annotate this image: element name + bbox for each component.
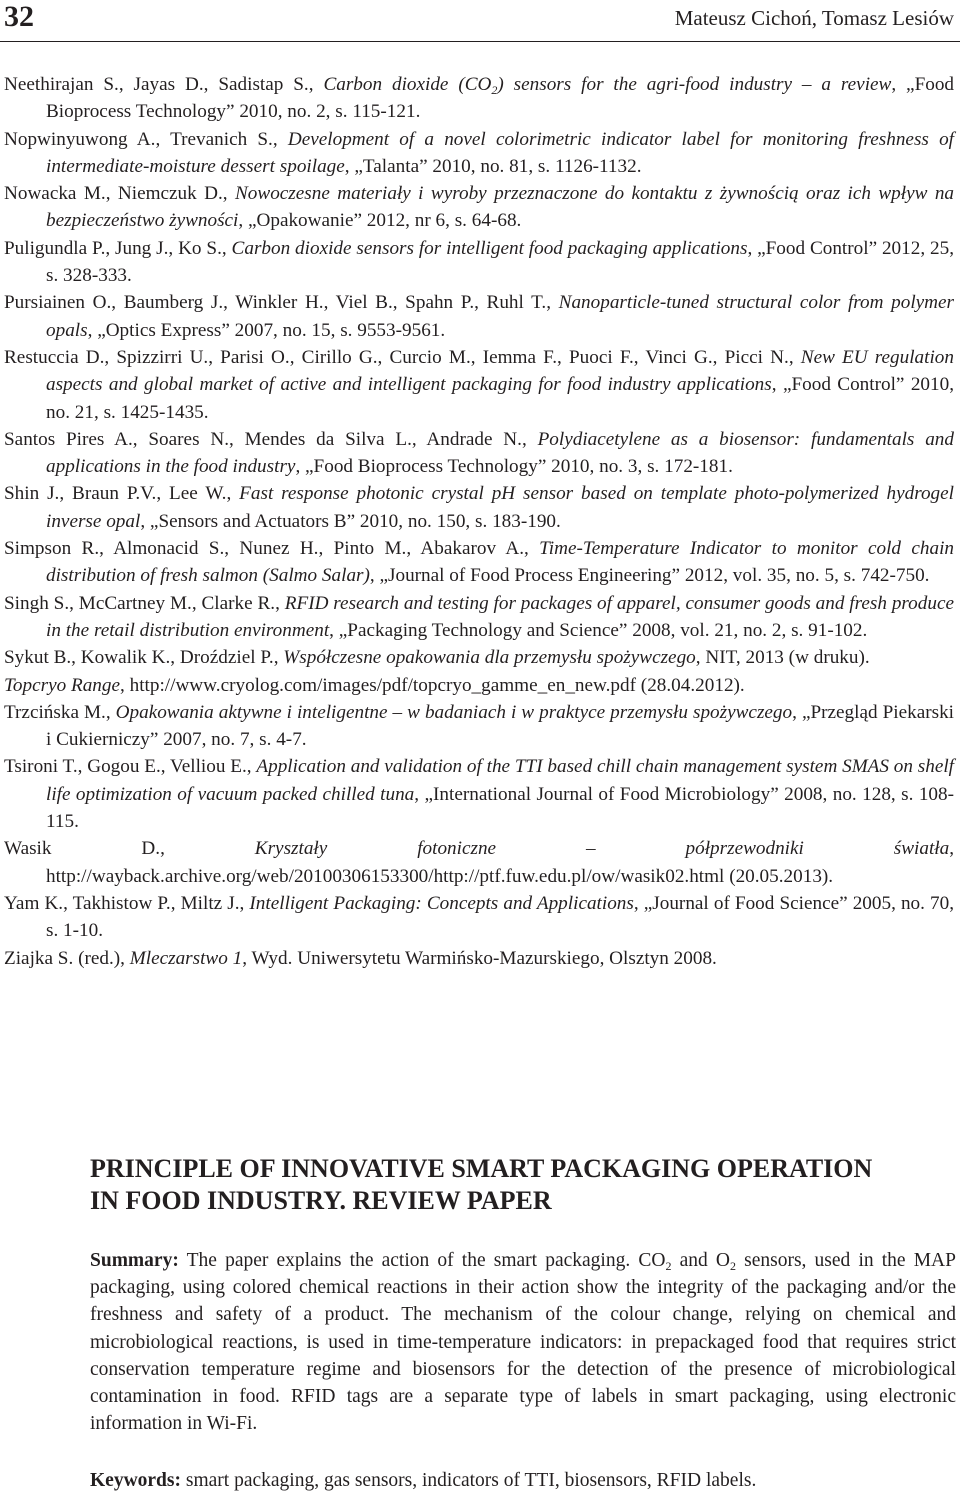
reference-authors: Neethirajan S., Jayas D., Sadistap S. <box>4 74 309 95</box>
reference-title <box>323 74 891 95</box>
reference-entry: Simpson R., Almonacid S., Nunez H., Pinto M., Abakarov A., Time-Temperature Indicator to monitor cold chain distribution of fresh salmon (Salmo Salar), „Journal of Food Process Engineering” 2012, vol. 35, no. 5, s. 742-750. <box>4 538 954 587</box>
reference-title <box>255 838 949 859</box>
keywords-text: smart packaging, gas sensors, indicators of TTI, biosensors, RFID labels. <box>181 1470 757 1492</box>
reference-authors: Sykut B., Kowalik K., Droździel P. <box>4 647 274 669</box>
reference-entry: Shin J., Braun P.V., Lee W., Fast response photonic crystal pH sensor based on template photo-polymerized hydrogel inverse opal, „Sensors and Actuators B” 2010, no. 150, s. 183-190. <box>4 483 954 532</box>
reference-authors: Shin J., Braun P.V., Lee W. <box>4 483 227 505</box>
reference-entry: Yam K., Takhistow P., Miltz J., Intelligent Packaging: Concepts and Applications, „Journal of Food Science” 2005, no. 70, s. 1-10. <box>4 892 955 942</box>
reference-entry: Nopwinyuwong A., Trevanich S., Development of a novel colorimetric indicator label for monitoring freshness of intermediate-moisture dessert spoilage, „Talanta” 2010, no. 81, s. 1126-1132. <box>4 128 955 177</box>
reference-authors: Restuccia D., Spizzirri U., Parisi O., Cirillo G., Curcio M., Iemma F., Puoci F., Vinci G., Picci N. <box>4 346 789 368</box>
reference-title-subscript: 2 <box>491 83 498 97</box>
reference-title <box>130 948 242 969</box>
reference-source: „Opakowanie” 2012, nr 6, s. 64-68. <box>247 210 522 232</box>
page-header <box>0 0 960 46</box>
keywords-label: Keywords: <box>90 1470 181 1492</box>
reference-entry: Ziajka S. (red.), Mleczarstwo 1, Wyd. Uniwersytetu Warmińsko-Mazurskiego, Olsztyn 2008. <box>4 947 717 969</box>
abstract-title-line2: IN FOOD INDUSTRY. REVIEW PAPER <box>90 1186 552 1215</box>
summary-text-1: The paper explains the action of the smart packaging. CO <box>178 1250 666 1271</box>
reference-title-text: Nowoczesne materiały i wyroby przeznaczone do kontaktu z żywnością oraz ich wpływ na bezpieczeństwo żywności <box>46 183 955 232</box>
reference-title-text: Application and validation of the TTI based chill chain management system SMAS on shelf life optimization of vacuum packed chilled tuna <box>46 756 955 805</box>
reference-entry: Sykut B., Kowalik K., Droździel P., Współczesne opakowania dla przemysłu spożywczego, NIT, 2013 (w druku). <box>4 647 870 669</box>
reference-source: „Packaging Technology and Science” 2008, vol. 21, no. 2, s. 91-102. <box>338 619 868 641</box>
reference-entry: Tsironi T., Gogou E., Velliou E., Application and validation of the TTI based chill chain management system SMAS on shelf life optimization of vacuum packed chilled tuna, „International Journal of Food Microbiology” 2008, no. 128, s. 108-115. <box>4 756 955 833</box>
reference-source: „International Journal of Food Microbiology” 2008, no. 128, s. 108-115. <box>46 783 955 833</box>
reference-title <box>283 647 696 668</box>
reference-authors: Ziajka S. (red.) <box>4 947 121 969</box>
reference-authors: Santos Pires A., Soares N., Mendes da Silva L., Andrade N. <box>4 428 522 450</box>
reference-title-text: Opakowania aktywne i inteligentne – w badaniach i w praktyce przemysłu spożywczego <box>115 701 793 723</box>
reference-entry: Puligundla P., Jung J., Ko S., Carbon dioxide sensors for intelligent food packaging applications, „Food Control” 2012, 25, s. 328-333. <box>4 237 954 287</box>
reference-authors: Nowacka M., Niemczuk D. <box>4 183 223 205</box>
reference-authors: Yam K., Takhistow P., Miltz J. <box>4 892 240 914</box>
reference-source: „Talanta” 2010, no. 81, s. 1126-1132. <box>354 155 642 177</box>
reference-source: http://www.cryolog.com/images/pdf/topcryo_gamme_en_new.pdf (28.04.2012). <box>129 674 745 696</box>
reference-title <box>116 702 792 723</box>
reference-authors: Pursiainen O., Baumberg J., Winkler H., Viel B., Spahn P., Ruhl T. <box>4 292 547 314</box>
reference-entry: Wasik D., Kryształy fotoniczne – półprzewodniki światła, http://wayback.archive.org/web/20100306153300/http://ptf.fuw.edu.pl/ow/wasik02.html (20.05.2013). <box>4 838 955 887</box>
reference-entry: Singh S., McCartney M., Clarke R., RFID research and testing for packages of apparel, consumer goods and fresh produce in the retail distribution environment, „Packaging Technology and Science” 2008, vol. 21, no. 2, s. 91-102. <box>4 592 954 641</box>
reference-title-text: RFID research and testing for packages of apparel, consumer goods and fresh produce in the retail distribution environment <box>46 592 954 641</box>
summary-label: Summary: <box>90 1250 179 1271</box>
reference-source: „Food Bioprocess Technology” 2010, no. 2, s. 115-121. <box>46 74 955 123</box>
reference-title-text: Polydiacetylene as a biosensor: fundamentals and applications in the food industry <box>46 428 954 478</box>
header-rule <box>0 41 960 42</box>
reference-title-text: Kryształy fotoniczne – półprzewodniki światła <box>254 838 950 860</box>
running-head-authors: Mateusz Cichoń, Tomasz Lesiów <box>674 6 954 30</box>
reference-authors: Nopwinyuwong A., Trevanich S. <box>4 128 273 150</box>
reference-source: http://wayback.archive.org/web/20100306153300/http://ptf.fuw.edu.pl/ow/wasik02.html (20.05.2013). <box>46 865 834 887</box>
reference-title <box>249 893 633 914</box>
reference-source: „Food Control” 2012, 25, s. 328-333. <box>46 237 954 287</box>
reference-entry: Neethirajan S., Jayas D., Sadistap S., Carbon dioxide $(CO_2)$ sensors for the agri-food industry – a review, „Food Bioprocess Technology” 2010, no. 2, s. 115-121. <box>4 74 955 123</box>
reference-title-after: ) sensors for the agri-food industry – a review <box>497 74 892 95</box>
reference-title-text: Development of a novel colorimetric indicator label for monitoring freshness of intermediate-moisture dessert spoilage <box>46 128 955 177</box>
reference-authors: Singh S., McCartney M., Clarke R. <box>4 592 276 614</box>
reference-entry: Santos Pires A., Soares N., Mendes da Silva L., Andrade N., Polydiacetylene as a biosensor: fundamentals and applications in the food industry, „Food Bioprocess Technology” 2010, no. 3, s. 172-181. <box>4 428 954 478</box>
reference-entry: Restuccia D., Spizzirri U., Parisi O., Cirillo G., Curcio M., Iemma F., Puoci F., Vinci G., Picci N., New EU regulation aspects and global market of active and intelligent packaging for food industry applications, „Food Control” 2010, no. 21, s. 1425-1435. <box>4 346 955 423</box>
page-number: 32 <box>4 0 34 33</box>
reference-title-text: Intelligent Packaging: Concepts and Applications <box>249 892 634 914</box>
reference-source: „Optics Express” 2007, no. 15, s. 9553-9561. <box>97 319 446 341</box>
keywords-paragraph <box>90 1467 956 1494</box>
reference-title-text: Topcryo Range <box>4 674 121 696</box>
summary-paragraph <box>90 1247 956 1437</box>
reference-source: Wyd. Uniwersytetu Warmińsko-Mazurskiego, Olsztyn 2008. <box>251 947 717 969</box>
reference-title-text: Carbon dioxide (CO <box>323 74 492 95</box>
reference-title-text: Fast response photonic crystal pH sensor based on template photo-polymerized hydrogel inverse opal <box>46 483 954 532</box>
reference-authors: Simpson R., Almonacid S., Nunez H., Pinto M., Abakarov A. <box>4 538 525 560</box>
reference-title-text: New EU regulation aspects and global market of active and intelligent packaging for food industry applications <box>46 346 954 396</box>
reference-source: „Food Bioprocess Technology” 2010, no. 3, s. 172-181. <box>305 456 733 478</box>
reference-title-text: Nanoparticle-tuned structural color from polymer opals <box>46 292 955 341</box>
summary-subscript-2: 2 <box>729 1259 736 1273</box>
reference-authors: Tsironi T., Gogou E., Velliou E. <box>4 756 247 778</box>
reference-entry: Trzcińska M., Opakowania aktywne i inteligentne – w badaniach i w praktyce przemysłu spożywczego, „Przegląd Piekarski i Cukierniczy” 2007, no. 7, s. 4-7. <box>4 701 955 751</box>
english-abstract <box>90 1153 956 1494</box>
abstract-title <box>90 1153 956 1217</box>
reference-title-text: Współczesne opakowania dla przemysłu spożywczego <box>283 647 696 669</box>
reference-source: „Journal of Food Science” 2005, no. 70, s. 1-10. <box>46 892 955 942</box>
reference-title <box>232 238 748 259</box>
reference-title <box>4 675 120 696</box>
reference-authors: Trzcińska M. <box>4 701 106 723</box>
summary-text-2: and O <box>671 1250 730 1271</box>
reference-title-text: Time-Temperature Indicator to monitor cold chain distribution of fresh salmon (Salmo Salar) <box>46 538 954 587</box>
reference-list <box>4 71 954 972</box>
reference-title-text: Carbon dioxide sensors for intelligent food packaging applications <box>231 237 748 259</box>
reference-source: NIT, 2013 (w druku). <box>705 647 870 669</box>
abstract-title-line1: PRINCIPLE OF INNOVATIVE SMART PACKAGING OPERATION <box>90 1154 873 1183</box>
reference-source: „Przegląd Piekarski i Cukierniczy” 2007, no. 7, s. 4-7. <box>46 701 955 751</box>
summary-text-3: sensors, used in the MAP packaging, using colored chemical reactions in their action show the integrity of the packaging and/or the freshness and safety of a product. The mechanism of the colour change, relying on chemical and microbiological reactions, is used in time-temperature indicators: in prepackaged food that requires strict conservation temperature regime and biosensors for the detection of the presence of microbiological contamination in food. RFID tags are a separate type of labels in smart packaging, using electronic information in Wi-Fi. <box>90 1250 956 1435</box>
reference-source: „Sensors and Actuators B” 2010, no. 150, s. 183-190. <box>149 510 561 532</box>
reference-title-text: Mleczarstwo 1 <box>129 947 243 969</box>
reference-authors: Wasik D. <box>4 838 161 860</box>
summary-subscript-1: 2 <box>665 1259 672 1273</box>
reference-source: „Food Control” 2010, no. 21, s. 1425-1435. <box>46 374 955 423</box>
reference-entry: Pursiainen O., Baumberg J., Winkler H., Viel B., Spahn P., Ruhl T., Nanoparticle-tuned structural color from polymer opals, „Optics Express” 2007, no. 15, s. 9553-9561. <box>4 292 955 341</box>
reference-source: „Journal of Food Process Engineering” 2012, vol. 35, no. 5, s. 742-750. <box>379 565 930 587</box>
reference-entry: Nowacka M., Niemczuk D., Nowoczesne materiały i wyroby przeznaczone do kontaktu z żywnością oraz ich wpływ na bezpieczeństwo żywności, „Opakowanie” 2012, nr 6, s. 64-68. <box>4 183 955 232</box>
reference-entry: Topcryo Range, http://www.cryolog.com/images/pdf/topcryo_gamme_en_new.pdf (28.04.2012). <box>4 674 745 696</box>
reference-authors: Puligundla P., Jung J., Ko S. <box>4 237 222 259</box>
